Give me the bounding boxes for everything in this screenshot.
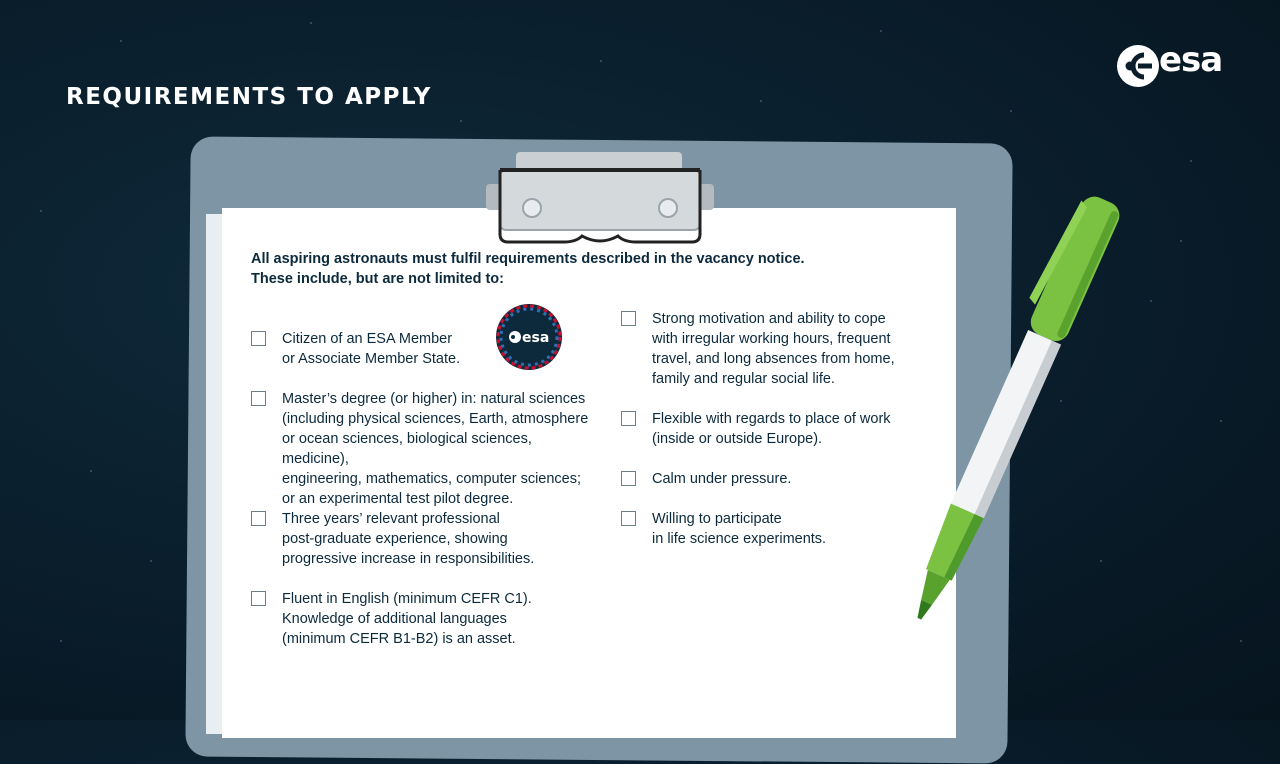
- checkbox[interactable]: [621, 511, 636, 526]
- checkbox[interactable]: [621, 471, 636, 486]
- clip-icon: [486, 150, 714, 246]
- requirement-life-science[interactable]: [621, 509, 921, 551]
- checkbox[interactable]: [621, 311, 636, 326]
- checkbox[interactable]: [621, 411, 636, 426]
- requirement-degree[interactable]: [251, 389, 601, 507]
- requirement-text: Flexible with regards to place of work (inside or outside Europe).: [652, 411, 891, 447]
- checkbox[interactable]: [251, 331, 266, 346]
- logo-text: esa: [1159, 40, 1223, 80]
- checkbox[interactable]: [251, 591, 266, 606]
- requirement-text: Willing to participate in life science experiments.: [652, 511, 827, 547]
- requirement-experience[interactable]: [251, 509, 591, 571]
- checkbox[interactable]: [251, 391, 266, 406]
- marker-pen-icon: [880, 180, 1140, 650]
- page-title: REQUIREMENTS TO APPLY: [66, 84, 432, 110]
- requirement-flexibility[interactable]: [621, 409, 921, 451]
- requirement-citizenship[interactable]: [251, 329, 591, 371]
- requirement-calm[interactable]: [621, 469, 921, 491]
- requirement-text: Citizen of an ESA Member or Associate Member State.: [282, 331, 461, 367]
- intro-line-1: All aspiring astronauts must fulfil requirements described in the vacancy notice.: [251, 251, 805, 267]
- requirement-text: Three years’ relevant professional post-graduate experience, showing progressive increase in responsibilities.: [282, 511, 535, 567]
- requirement-text: Strong motivation and ability to cope with irregular working hours, frequent travel, and long absences from home, family and regular social life.: [652, 311, 895, 387]
- intro-line-2: These include, but are not limited to:: [251, 271, 504, 287]
- requirement-text: Fluent in English (minimum CEFR C1). Knowledge of additional languages (minimum CEFR B1-B2) is an asset.: [282, 591, 532, 647]
- intro-text: [251, 249, 851, 289]
- requirement-text: Master’s degree (or higher) in: natural sciences (including physical sciences, Earth, atmosphere or ocean sciences, biological sciences, medicine), engineering, mathematics, computer sciences; or an experimental test pilot degree.: [282, 391, 589, 507]
- requirement-text: Calm under pressure.: [652, 471, 792, 487]
- checkbox[interactable]: [251, 511, 266, 526]
- requirement-motivation[interactable]: [621, 309, 921, 391]
- requirement-language[interactable]: [251, 589, 591, 651]
- badge-text: esa: [522, 330, 550, 346]
